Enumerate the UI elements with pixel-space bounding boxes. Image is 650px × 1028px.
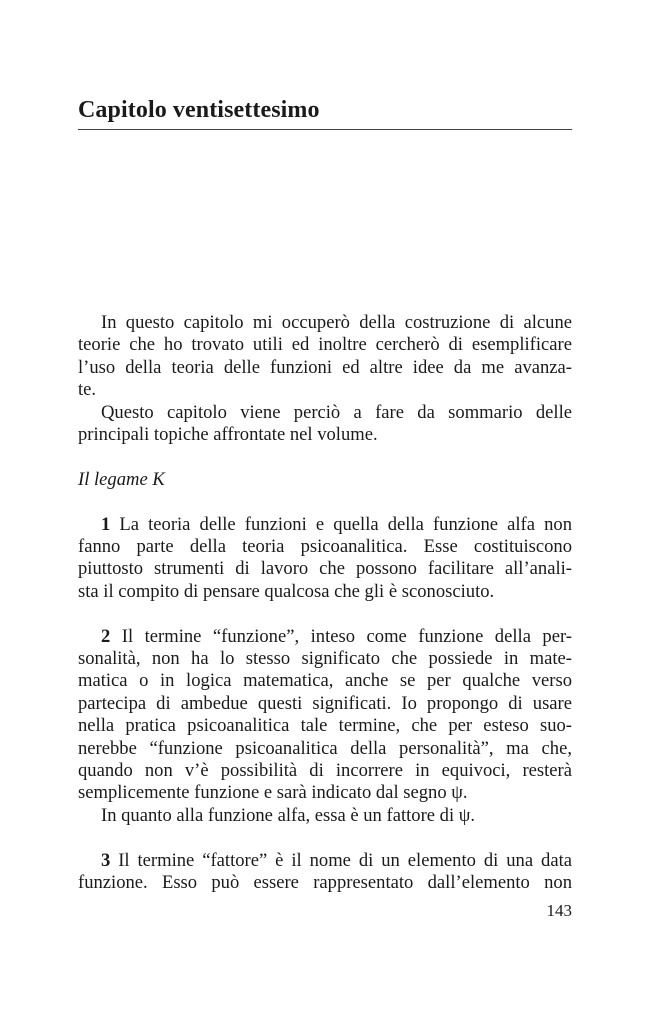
paragraph-1-line: piuttosto strumenti di lavoro che possono facilitare all’anali- (78, 558, 572, 580)
paragraph-1-line: sta il compito di pensare qualcosa che gli è sconosciuto. (78, 580, 495, 602)
paragraph-2-line (78, 626, 572, 648)
paragraph-1-line: fanno parte della teoria psicoanalitica. Esse costituiscono (78, 536, 572, 558)
page-number: 143 (546, 901, 572, 920)
paragraph-2-line: partecipa di ambedue questi significati. Io propongo di usare (78, 692, 572, 714)
paragraph-1-line (78, 514, 572, 536)
intro-line: In questo capitolo mi occuperò della costruzione di alcune (101, 312, 572, 333)
intro-line: te. (78, 379, 97, 401)
paragraph-text: Il termine “fattore” è il nome di un elemento di una data (110, 849, 572, 871)
paragraph-2-line: In quanto alla funzione alfa, essa è un fattore di ψ. (101, 804, 476, 826)
chapter-title: Capitolo ventisettesimo (78, 97, 320, 123)
paragraph-number: 2 (101, 625, 111, 647)
paragraph-number: 1 (101, 513, 111, 535)
paragraph-2-line: nella pratica psicoanalitica tale termine, che per esteso suo- (78, 715, 572, 737)
paragraph-text: La teoria delle funzioni e quella della funzione alfa non (110, 513, 572, 535)
paragraph-3-line: funzione. Esso può essere rappresentato dall’elemento non (78, 872, 572, 894)
paragraph-2-line: matica o in logica matematica, anche se per qualche verso (78, 670, 572, 692)
title-rule (78, 129, 572, 130)
spacer (78, 827, 572, 849)
paragraph-2-line: semplicemente funzione e sarà indicato dal segno ψ. (78, 782, 468, 804)
intro-line: l’uso della teoria delle funzioni ed altre idee da me avanza- (78, 356, 572, 378)
paragraph-text: Il termine “funzione”, inteso come funzione della per- (110, 625, 572, 647)
intro-line: principali topiche affrontate nel volume. (78, 424, 378, 446)
section-heading: Il legame K (78, 468, 165, 490)
spacer (78, 603, 572, 625)
spacer (78, 446, 572, 468)
intro-line: teorie che ho trovato utili ed inoltre cercherò di esemplificare (78, 334, 572, 356)
paragraph-2-line: nerebbe “funzione psicoanalitica della personalità”, ma che, (78, 737, 572, 759)
paragraph-3-line (78, 850, 572, 872)
intro-line: Questo capitolo viene perciò a fare da sommario delle (101, 401, 572, 423)
body-text (78, 312, 572, 895)
paragraph-2-line: quando non v’è possibilità di incorrere in equivoci, resterà (78, 760, 572, 782)
paragraph-2-line: sonalità, non ha lo stesso significato che possiede in mate- (78, 648, 572, 670)
spacer (78, 491, 572, 513)
paragraph-number: 3 (101, 849, 111, 871)
